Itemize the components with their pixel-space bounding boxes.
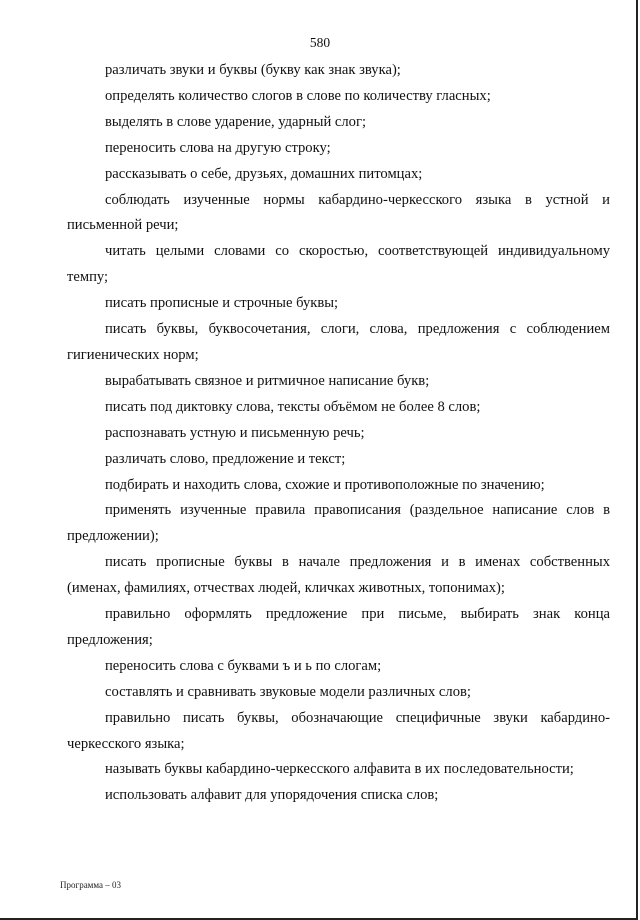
list-item: подбирать и находить слова, схожие и противоположные по значению; xyxy=(105,476,545,493)
list-item: правильно писать буквы, обозначающие специфичные звуки кабардино-черкесского языка; xyxy=(67,709,610,752)
list-item: называть буквы кабардино-черкесского алфавита в их последовательности; xyxy=(105,761,574,778)
list-item: писать прописные буквы в начале предложения и в именах собственных (именах, фамилиях, отчествах людей, кличках животных, топонимах); xyxy=(67,554,610,597)
list-item: вырабатывать связное и ритмичное написание букв; xyxy=(105,372,430,389)
list-item: использовать алфавит для упорядочения списка слов; xyxy=(105,787,439,804)
list-item: правильно оформлять предложение при письме, выбирать знак конца предложения; xyxy=(67,606,610,648)
list-item: читать целыми словами со скоростью, соответствующей индивидуальному темпу; xyxy=(67,243,610,286)
list-item: определять количество слогов в слове по количеству гласных; xyxy=(105,87,491,104)
list-item: выделять в слове ударение, ударный слог; xyxy=(105,113,366,130)
list-item: распознавать устную и письменную речь; xyxy=(105,424,365,441)
document-body xyxy=(67,58,610,809)
list-item: составлять и сравнивать звуковые модели различных слов; xyxy=(105,683,471,700)
list-item: писать прописные и строчные буквы; xyxy=(105,295,339,312)
list-item: различать звуки и буквы (букву как знак звука); xyxy=(105,62,401,78)
list-item: переносить слова с буквами ъ и ь по слогам; xyxy=(105,657,382,674)
list-item: применять изученные правила правописания (раздельное написание слов в предложении); xyxy=(67,502,610,545)
list-item: рассказывать о себе, друзьях, домашних питомцах; xyxy=(105,165,423,182)
list-item: переносить слова на другую строку; xyxy=(105,139,331,156)
footer-note: Программа – 03 xyxy=(60,880,122,890)
list-item: различать слово, предложение и текст; xyxy=(105,450,346,467)
list-item: писать буквы, буквосочетания, слоги, слова, предложения с соблюдением гигиенических норм; xyxy=(67,321,610,363)
list-item: писать под диктовку слова, тексты объёмом не более 8 слов; xyxy=(105,398,481,415)
page-number: 580 xyxy=(309,35,331,50)
list-item: соблюдать изученные нормы кабардино-черкесского языка в устной и письменной речи; xyxy=(67,191,610,234)
